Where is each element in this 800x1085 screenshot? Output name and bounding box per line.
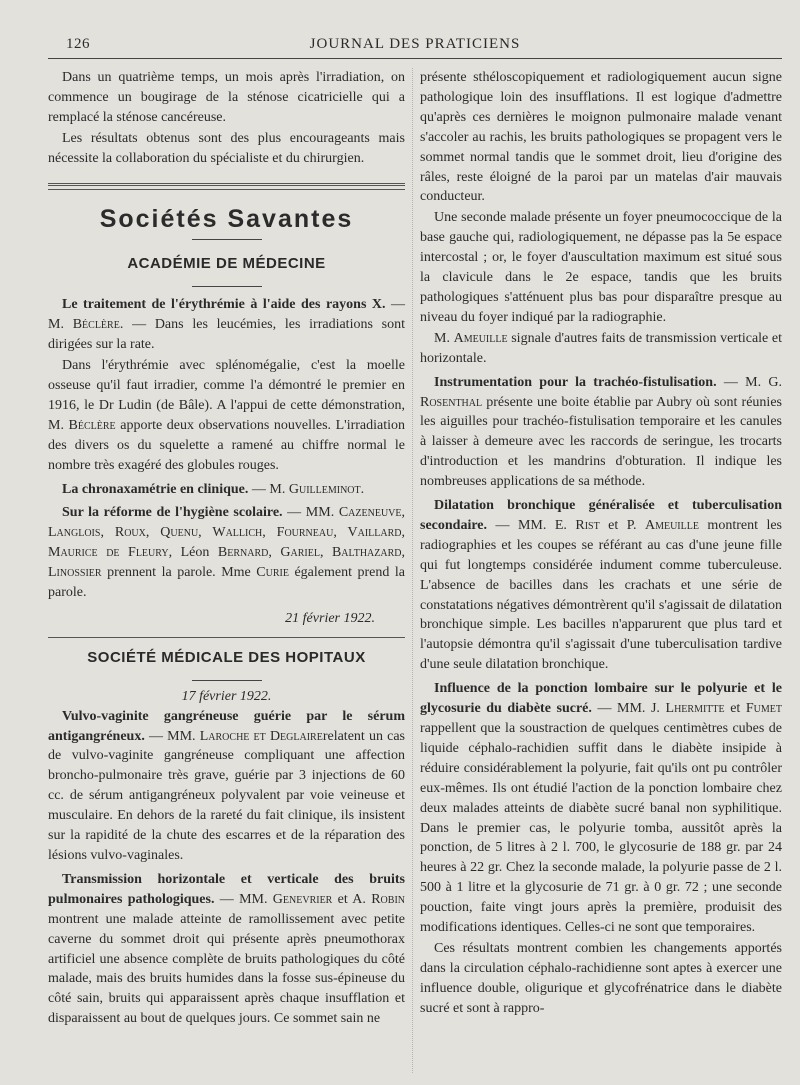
page-header: [48, 36, 782, 56]
text-fragment: relatent un cas de vulvo-vaginite gangréneuse compliquant une affection broncho-pulmonaire très grave, guérie par 3 injections de 60 cc. de sérum antigangréneux polyvalent par voie veineuse et musculaire. En dehors de la rareté du fait clinique, ils insistent sur la rapidité de la chute des escarres et de la réparation des lésions vulvo-vaginales.: [48, 728, 405, 863]
text-fragment: rappellent que la soustraction de quelques centimètres cubes de liquide céphalo-rachidien suffit dans le diabète insipide à réduire considérablement la polyurie, fait qu'ils ont pu contrôler eux-mêmes. Ils ont étudié l'action de la ponction lombaire chez deux malades atteints de diabète sucré banal non syphilitique. Dans le premier cas, le polyurie tomba, aussitôt après la ponction, de 5 litres à 2 l. 700, le glycosurie de 188 gr. par 24 heures à 22 gr. Chez la seconde malade, la polyurie passe de 2 l. 500 à 1 litre et la glycosurie de 71 gr. à 0 gr. 72 ; une seconde pouction, faite vingt jours après la première, produisit des modifications identiques. Celles-ci ne sont que temporaires.: [420, 721, 782, 936]
right-column: [420, 68, 782, 1085]
session-date: 21 février 1922.: [285, 610, 375, 626]
paragraph: Ces résultats montrent combien les changements apportés dans la circulation céphalo-rachidienne sont aptes à exercer une influence double, oligurique et glycofrénatrice dans le diabète sucré et sont à rappro-: [420, 940, 782, 1016]
text-fragment: — MM. E.: [487, 517, 576, 533]
paragraph: Dans un quatrième temps, un mois après l'irradiation, on commence un bougirage de la sténose cicatricielle qui a remplacé la sténose cancéreuse.: [48, 70, 405, 125]
article-entry: [48, 480, 405, 500]
text-fragment: — Dans les leucémies, les irradiations sont dirigées sur la rate.: [48, 317, 405, 353]
text-fragment: apporte deux observations nouvelles. L'irradiation des divers os du squelette a ramené au chiffre normal le nombre très exagéré des globules rouges.: [48, 417, 406, 473]
author-name: Béclère: [68, 417, 116, 433]
text-fragment: Léon: [172, 545, 218, 561]
article-entry: [48, 295, 405, 355]
author-name: Curie: [256, 565, 289, 581]
short-rule: [192, 239, 262, 240]
text-fragment: M.: [434, 330, 454, 346]
article-title: La chronaxamétrie en clinique.: [62, 481, 249, 497]
session-date: 17 février 1922.: [181, 688, 272, 704]
author-name: Robin: [371, 891, 405, 907]
text-fragment: — M.: [48, 297, 406, 333]
text-fragment: — M. G.: [716, 374, 782, 390]
author-name: Guilleminot.: [288, 481, 365, 497]
text-fragment: — MM. J.: [591, 701, 666, 717]
article-entry: [420, 496, 782, 675]
text-fragment: également prend la parole.: [48, 565, 405, 601]
author-name: Rist: [575, 517, 600, 533]
text-fragment: — MM.: [214, 891, 273, 907]
text-fragment: et: [724, 701, 746, 717]
article-title: Dilatation bronchique généralisée et tuberculisation secondaire.: [420, 498, 782, 533]
author-names: Bernard, Gariel, Balthazard, Linossier: [48, 545, 405, 581]
text-fragment: présente une boite établie par Aubry où sont réunies les aiguilles pour trachéo-fistulisation temporaire et les canules à laisser à demeure avec les raccords de seringue, les trocarts d'introduction et les mandrins d'obturation. Il indique les nombreuses applications de sa méthode.: [420, 394, 782, 490]
author-name: Ameuille: [644, 517, 699, 533]
column-divider: [412, 68, 413, 1073]
page-number: 126: [66, 36, 90, 52]
text-fragment: — MM.: [282, 505, 339, 521]
societe-heading: SOCIÉTÉ MÉDICALE DES HOPITAUX: [87, 648, 366, 666]
text-fragment: et P.: [599, 517, 645, 533]
text-fragment: Dans l'érythrémie avec splénomégalie, c'est la moelle osseuse qu'il faut irradier, comme l'a démontré le premier en 1916, le Dr Ludin (de Bâle). A l'appui de cette démonstration, M.: [48, 358, 405, 433]
journal-title: JOURNAL DES PRATICIENS: [309, 36, 521, 52]
section-rule: [48, 637, 405, 638]
academie-heading: ACADÉMIE DE MÉDECINE: [127, 255, 326, 273]
author-name: Ameuille: [453, 330, 508, 346]
article-entry: [48, 503, 405, 603]
paragraph: Une seconde malade présente un foyer pneumococcique de la base gauche qui, radiologiquement, ne dépasse pas la 5e espace intercostal ; or, le foyer d'auscultation maximum est situé sous la clavicule dans le 2e espace, tandis que les bruits pathologiques s'atténuent plus bas pour disparaître presque au niveau du foyer indiqué par la radiographie.: [420, 210, 782, 325]
article-title: Instrumentation pour la trachéo-fistulisation.: [434, 374, 717, 390]
author-names: Cazeneuve, Langlois, Roux, Quenu, Wallich, Fourneau, Vaillard, Maurice de Fleury,: [48, 505, 406, 561]
text-fragment: — MM.: [144, 728, 200, 744]
paragraph: Les résultats obtenus sont des plus encourageants mais nécessite la collaboration du spécialiste et du chirurgien.: [48, 130, 405, 166]
section-title: Sociétés Savantes: [99, 204, 354, 233]
text-fragment: — M.: [248, 481, 289, 497]
left-column: [48, 68, 405, 1085]
header-rule: [48, 58, 782, 59]
short-rule: [192, 680, 262, 681]
text-fragment: montrent les radiographies et les coupes se référant au cas d'une jeune fille qui fut longtemps considérée indument comme tuberculeuse. L'absence de bacilles dans les crachats et une série de constatations négatives démontrèrent qu'il s'agissait de dilatation bronchique simple. Les bacilles n'apparurent que plus tard et l'autopsie démontra qu'il s'agissait d'une tuberculisation tardive d'une seule dilatation bronchique.: [420, 517, 782, 673]
article-title: Influence de la ponction lombaire sur le polyurie et le glycosurie du diabète sucré.: [420, 681, 782, 717]
article-entry: [48, 870, 405, 1029]
section-rule: [48, 183, 405, 190]
author-name: Lhermitte: [665, 701, 725, 717]
text-fragment: et A.: [332, 891, 372, 907]
article-title: Le traitement de l'érythrémie à l'aide des rayons X.: [62, 297, 386, 313]
author-names: Laroche et Deglaire: [199, 728, 323, 744]
paragraph: [48, 356, 405, 475]
paragraph: présente sthéloscopiquement et radiologiquement aucun signe pathologique loin des insufflations. Il est logique d'admettre qu'après ces dernières le moignon pulmonaire malade venant s'accoler au rachis, les bruits pathologiques se propagent vers le sommet normal tandis que le sommet droit, lieu d'origine des râles, reste éloigné de la paroi par un matelas d'air mauvais conducteur.: [420, 70, 782, 205]
article-entry: [420, 373, 782, 492]
article-entry: [420, 679, 782, 938]
author-name: Genevrier: [272, 891, 333, 907]
author-name: Béclère.: [72, 317, 124, 333]
author-name: Rosenthal: [420, 394, 483, 410]
article-entry: [48, 707, 405, 866]
text-fragment: signale d'autres faits de transmission verticale et horizontale.: [420, 330, 783, 366]
article-title: Vulvo-vaginite gangréneuse guérie par le sérum antigangréneux.: [48, 708, 405, 744]
article-title: Sur la réforme de l'hygiène scolaire.: [62, 505, 283, 521]
author-name: Fumet: [745, 701, 782, 717]
text-fragment: montrent une malade atteinte de ramollissement avec petite caverne du sommet droit qui présente après pneumothorax artificiel une absence complète de bruits pathologiques du côté malade, mais des bruits humides dans la fosse sus-épineuse du côté sain, bruits qui apparaissent après chaque insufflation et disparaissent au bout de quelques jours. Ce sommet sain ne: [48, 911, 405, 1027]
article-title: Transmission horizontale et verticale des bruits pulmonaires pathologiques.: [48, 871, 405, 907]
paragraph: [420, 329, 782, 369]
text-fragment: prennent la parole. Mme: [101, 565, 257, 581]
